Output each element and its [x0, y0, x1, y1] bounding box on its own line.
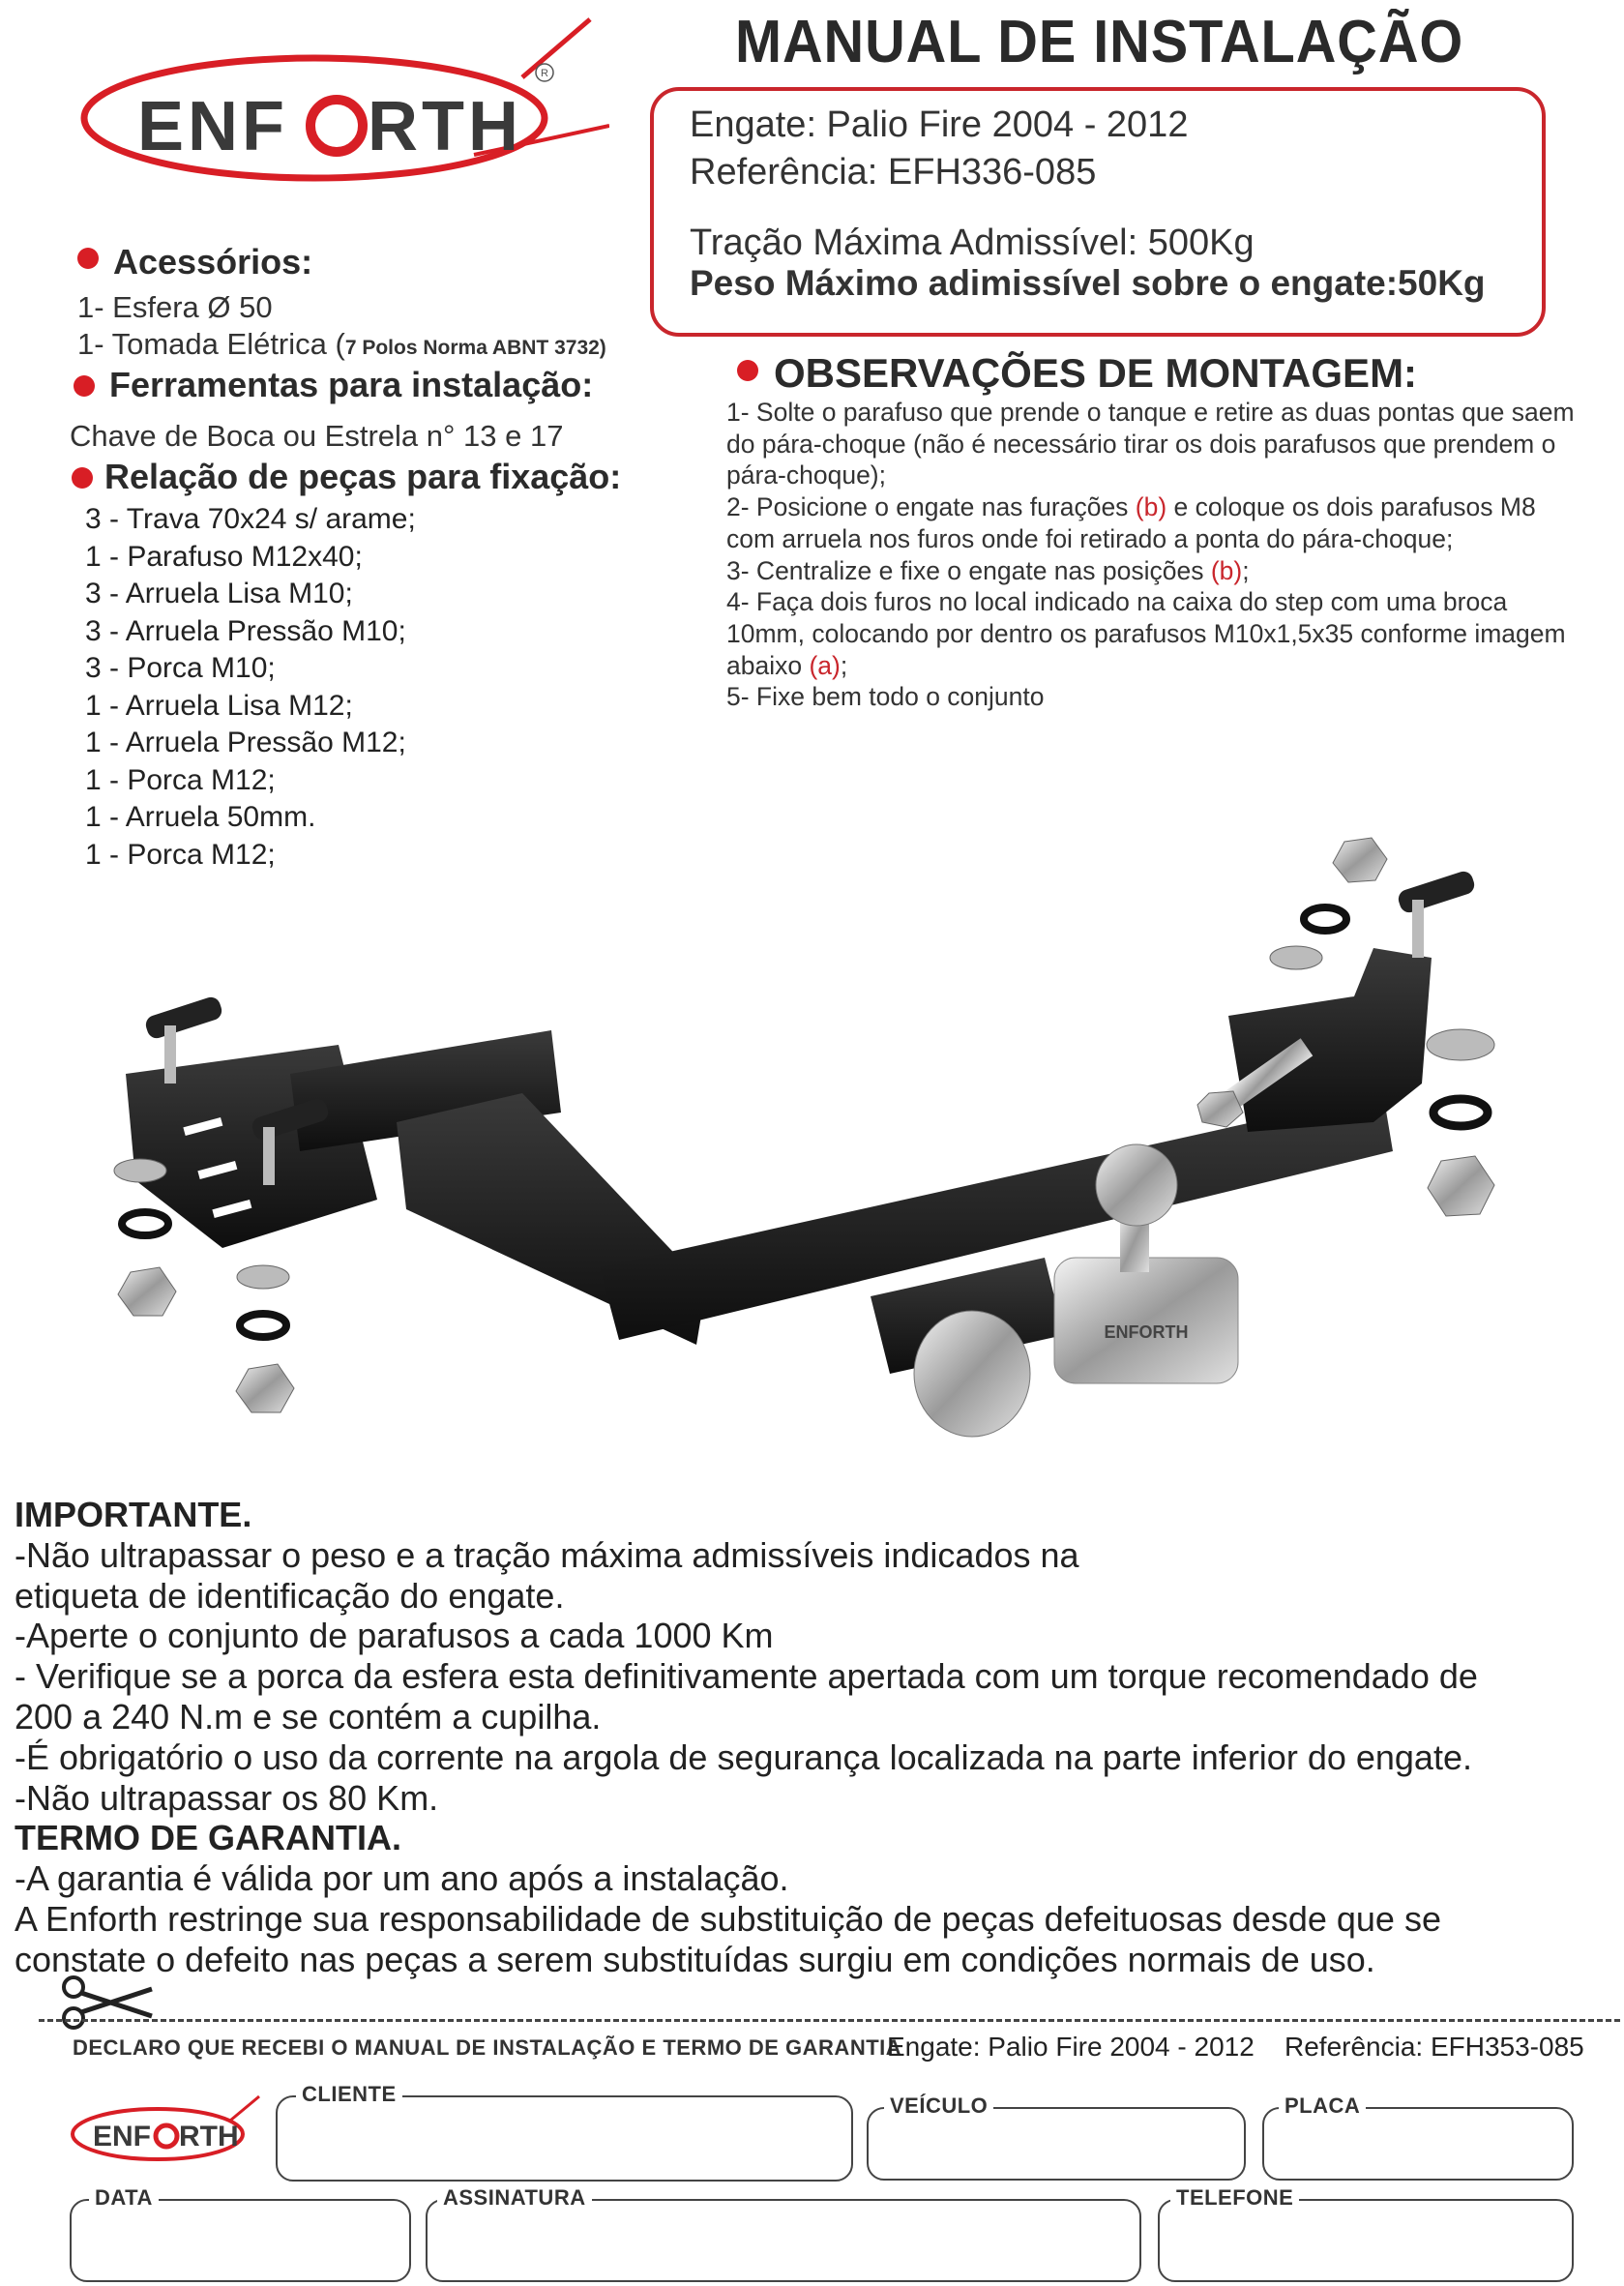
acessorios-heading: Acessórios:: [113, 242, 313, 282]
form-engate: Engate: Palio Fire 2004 - 2012: [887, 2032, 1255, 2062]
importante-line: etiqueta de identificação do engate.: [15, 1575, 565, 1616]
plate-logo-text: ENFORTH: [1104, 1322, 1189, 1342]
telefone-field[interactable]: [1158, 2199, 1574, 2282]
observacoes-steps: [726, 397, 1578, 713]
acessorio-tomada: 1- Tomada Elétrica (7 Polos Norma ABNT 3732): [77, 327, 606, 361]
info-peso: Peso Máximo adimissível sobre o engate:50Kg: [690, 263, 1486, 303]
list-item: 1 - Porca M12;: [85, 838, 276, 871]
step-2: 2- Posicione o engate nas furações (b) e coloque os dois parafusos M8 com arruela nos furos onde foi retirado a ponta do pára-choque;: [726, 492, 1536, 553]
list-item: 1 - Arruela Lisa M12;: [85, 689, 353, 722]
form-referencia: Referência: EFH353-085: [1284, 2032, 1584, 2062]
ferramentas-text: Chave de Boca ou Estrela n° 13 e 17: [70, 419, 564, 453]
page-title: MANUAL DE INSTALAÇÃO: [735, 9, 1464, 75]
veiculo-label: VEÍCULO: [884, 2093, 993, 2119]
importante-line: - Verifique se a porca da esfera esta definitivamente apertada com um torque recomendado de: [15, 1656, 1478, 1697]
assinatura-label: ASSINATURA: [437, 2185, 592, 2211]
importante-heading: IMPORTANTE.: [15, 1495, 252, 1534]
bullet-icon: [77, 248, 99, 269]
scissors-icon: [60, 1974, 157, 2032]
importante-line: 200 a 240 N.m e se contém a cupilha.: [15, 1696, 602, 1737]
importante-section: [15, 1495, 1610, 1980]
svg-text:R: R: [541, 68, 548, 79]
observacoes-heading: OBSERVAÇÕES DE MONTAGEM:: [774, 350, 1418, 396]
ferramentas-heading: Ferramentas para instalação:: [109, 365, 594, 404]
list-item: 3 - Arruela Lisa M10;: [85, 578, 353, 609]
declaro-text: DECLARO QUE RECEBI O MANUAL DE INSTALAÇÃO E TERMO DE GARANTIA: [73, 2035, 902, 2060]
list-item: 3 - Arruela Pressão M10;: [85, 614, 406, 647]
info-tracao: Tração Máxima Admissível: 500Kg: [690, 223, 1255, 263]
bullet-icon: [74, 375, 95, 397]
bullet-icon: [72, 467, 93, 489]
pecas-heading: Relação de peças para fixação:: [104, 457, 622, 496]
cut-line: [39, 2019, 1620, 2022]
list-item: 1 - Arruela 50mm.: [85, 801, 316, 833]
garantia-line: A Enforth restringe sua responsabilidade de substituição de peças defeituosas desde que se: [15, 1898, 1441, 1939]
importante-line: -É obrigatório o uso da corrente na argola de segurança localizada na parte inferior do engate.: [15, 1737, 1472, 1777]
enforth-logo: [68, 10, 609, 193]
list-item: 3 - Trava 70x24 s/ arame;: [85, 503, 416, 535]
step-4: 4- Faça dois furos no local indicado na caixa do step com uma broca 10mm, colocando por dentro os parafusos M10x1,5x35 conforme imagem abaixo (a);: [726, 587, 1566, 680]
svg-text:RTH: RTH: [179, 2121, 239, 2152]
placa-label: PLACA: [1279, 2093, 1366, 2119]
svg-text:ENF: ENF: [137, 88, 288, 165]
info-referencia: Referência: EFH336-085: [690, 152, 1097, 193]
enforth-logo-small: [66, 2092, 269, 2169]
cliente-label: CLIENTE: [296, 2082, 402, 2107]
list-item: 1 - Porca M12;: [85, 763, 276, 796]
list-item: 3 - Porca M10;: [85, 652, 276, 684]
garantia-heading: TERMO DE GARANTIA.: [15, 1818, 401, 1858]
garantia-line: -A garantia é válida por um ano após a instalação.: [15, 1858, 789, 1899]
telefone-label: TELEFONE: [1170, 2185, 1299, 2211]
cliente-field[interactable]: [276, 2095, 853, 2182]
importante-line: -Não ultrapassar os 80 Km.: [15, 1777, 439, 1818]
svg-text:RTH: RTH: [368, 88, 522, 165]
info-engate: Engate: Palio Fire 2004 - 2012: [690, 104, 1189, 145]
list-item: 1 - Parafuso M12x40;: [85, 540, 363, 573]
data-field[interactable]: [70, 2199, 411, 2282]
assinatura-field[interactable]: [426, 2199, 1141, 2282]
svg-text:ENF: ENF: [93, 2121, 151, 2152]
importante-line: -Não ultrapassar o peso e a tração máxima admissíveis indicados na: [15, 1534, 1079, 1575]
garantia-line: constate o defeito nas peças a serem substituídas surgiu em condições normais de uso.: [15, 1939, 1375, 1979]
importante-line: -Aperte o conjunto de parafusos a cada 1000 Km: [15, 1616, 774, 1656]
pecas-list: [85, 501, 416, 874]
step-5: 5- Fixe bem todo o conjunto: [726, 682, 1045, 712]
data-label: DATA: [89, 2185, 159, 2211]
step-1: 1- Solte o parafuso que prende o tanque e retire as duas pontas que saem do pára-choque (não é necessário tirar os dois parafusos que prendem o pára-choque);: [726, 398, 1575, 490]
bullet-icon: [737, 360, 758, 381]
tow-hitch-illustration: [97, 832, 1548, 1461]
step-3: 3- Centralize e fixe o engate nas posições (b);: [726, 555, 1250, 585]
list-item: 1 - Arruela Pressão M12;: [85, 727, 406, 758]
acessorio-esfera: 1- Esfera Ø 50: [77, 290, 273, 324]
